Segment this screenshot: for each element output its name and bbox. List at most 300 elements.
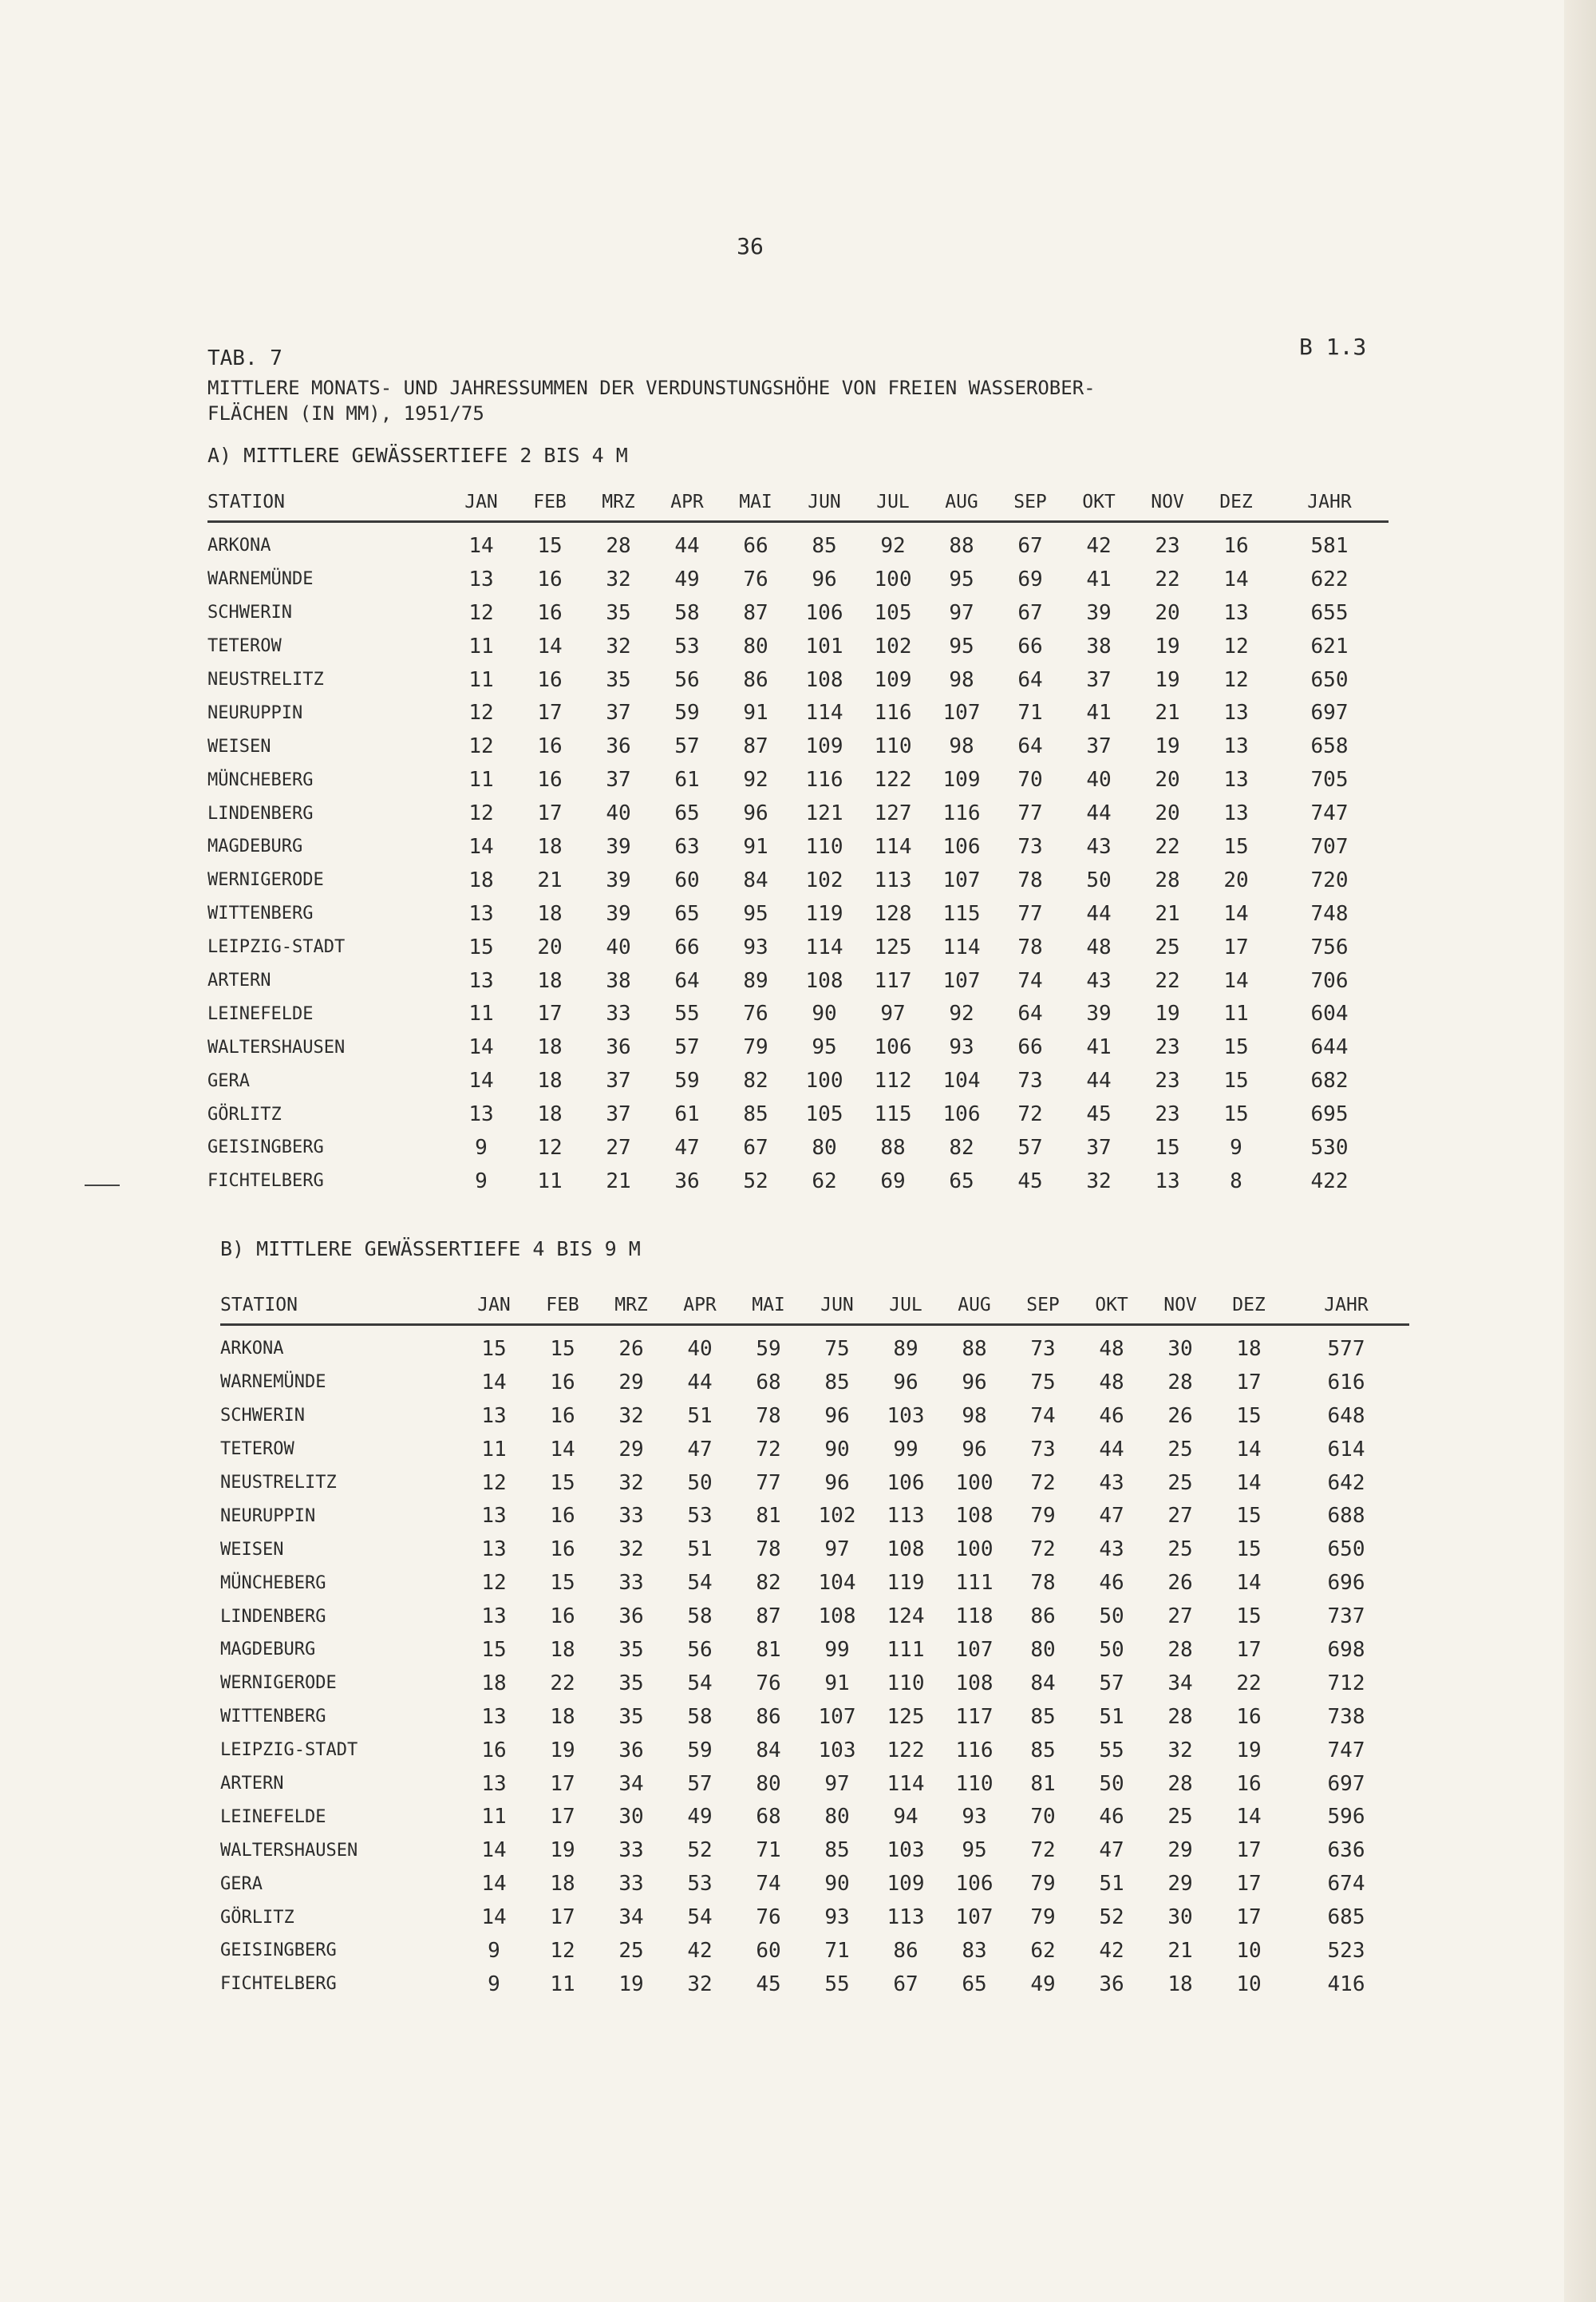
month-value-dez: 15 bbox=[1236, 1537, 1262, 1562]
month-value-mrz: 37 bbox=[606, 701, 631, 726]
month-value-jul: 125 bbox=[887, 1704, 925, 1729]
month-value-mrz: 30 bbox=[618, 1805, 644, 1829]
table-row bbox=[207, 522, 1389, 563]
month-value-jan: 14 bbox=[468, 834, 494, 859]
month-value-mai: 72 bbox=[756, 1437, 781, 1461]
month-value-mai: 76 bbox=[756, 1671, 781, 1695]
month-value-jun: 96 bbox=[824, 1470, 850, 1495]
month-value-okt: 42 bbox=[1086, 533, 1112, 558]
month-value-dez: 10 bbox=[1236, 1972, 1262, 1996]
page-edge bbox=[1564, 0, 1596, 2302]
month-value-apr: 58 bbox=[687, 1604, 713, 1629]
table-row bbox=[220, 1533, 1409, 1566]
month-value-nov: 13 bbox=[1155, 1169, 1180, 1193]
month-value-okt: 46 bbox=[1099, 1403, 1124, 1428]
year-total: 523 bbox=[1327, 1938, 1365, 1963]
month-value-aug: 100 bbox=[955, 1470, 994, 1495]
month-value-aug: 65 bbox=[962, 1972, 987, 1996]
month-value-aug: 96 bbox=[962, 1370, 987, 1394]
month-value-nov: 25 bbox=[1167, 1805, 1193, 1829]
month-value-jul: 67 bbox=[893, 1972, 918, 1996]
month-value-okt: 45 bbox=[1086, 1102, 1112, 1127]
month-value-jul: 110 bbox=[887, 1671, 925, 1695]
year-total: 596 bbox=[1327, 1805, 1365, 1829]
month-value-dez: 12 bbox=[1223, 634, 1249, 659]
month-value-dez: 8 bbox=[1230, 1169, 1242, 1193]
month-value-dez: 17 bbox=[1236, 1872, 1262, 1897]
station-name: GEISINGBERG bbox=[220, 1940, 337, 1961]
month-value-mrz: 39 bbox=[606, 834, 631, 859]
month-value-feb: 17 bbox=[537, 701, 563, 726]
month-value-mrz: 35 bbox=[606, 600, 631, 625]
year-total: 416 bbox=[1327, 1972, 1365, 1996]
month-value-dez: 13 bbox=[1223, 768, 1249, 793]
month-value-nov: 22 bbox=[1155, 968, 1180, 993]
month-value-sep: 78 bbox=[1030, 1571, 1056, 1596]
column-header-station: STATION bbox=[220, 1287, 460, 1325]
month-value-jun: 95 bbox=[812, 1035, 837, 1060]
month-value-okt: 52 bbox=[1099, 1905, 1124, 1930]
column-header-jahr: JAHR bbox=[1270, 484, 1389, 522]
month-value-feb: 18 bbox=[550, 1872, 575, 1897]
month-value-jan: 15 bbox=[481, 1637, 507, 1662]
column-header-aug: AUG bbox=[927, 484, 996, 522]
month-value-feb: 18 bbox=[537, 834, 563, 859]
month-value-nov: 22 bbox=[1155, 834, 1180, 859]
month-value-jul: 103 bbox=[887, 1403, 925, 1428]
month-value-okt: 32 bbox=[1086, 1169, 1112, 1193]
month-value-mai: 87 bbox=[743, 600, 768, 625]
month-value-apr: 49 bbox=[674, 567, 700, 591]
station-name: GÖRLITZ bbox=[207, 1104, 282, 1125]
month-value-nov: 19 bbox=[1155, 667, 1180, 692]
year-total: 682 bbox=[1310, 1069, 1349, 1094]
month-value-apr: 64 bbox=[674, 968, 700, 993]
month-value-feb: 16 bbox=[550, 1504, 575, 1529]
month-value-feb: 11 bbox=[550, 1972, 575, 1996]
month-value-sep: 66 bbox=[1017, 1035, 1043, 1060]
table-row bbox=[220, 1633, 1409, 1667]
month-value-apr: 57 bbox=[674, 1035, 700, 1060]
month-value-okt: 37 bbox=[1086, 734, 1112, 759]
month-value-nov: 20 bbox=[1155, 768, 1180, 793]
month-value-feb: 17 bbox=[537, 1002, 563, 1026]
column-header-sep: SEP bbox=[996, 484, 1065, 522]
station-name: FICHTELBERG bbox=[220, 1974, 337, 1995]
station-name: WARNEMÜNDE bbox=[220, 1372, 326, 1393]
month-value-mrz: 35 bbox=[618, 1704, 644, 1729]
column-header-dez: DEZ bbox=[1202, 484, 1270, 522]
column-header-aug: AUG bbox=[940, 1287, 1009, 1325]
month-value-apr: 61 bbox=[674, 768, 700, 793]
month-value-nov: 34 bbox=[1167, 1671, 1193, 1695]
month-value-sep: 74 bbox=[1017, 968, 1043, 993]
month-value-feb: 17 bbox=[550, 1805, 575, 1829]
month-value-apr: 54 bbox=[687, 1671, 713, 1695]
month-value-dez: 14 bbox=[1223, 901, 1249, 926]
month-value-jul: 122 bbox=[887, 1738, 925, 1762]
month-value-apr: 32 bbox=[687, 1972, 713, 1996]
year-total: 644 bbox=[1310, 1035, 1349, 1060]
month-value-jun: 55 bbox=[824, 1972, 850, 1996]
month-value-mrz: 36 bbox=[606, 734, 631, 759]
month-value-jan: 13 bbox=[481, 1604, 507, 1629]
month-value-nov: 23 bbox=[1155, 1035, 1180, 1060]
month-value-mrz: 27 bbox=[606, 1135, 631, 1160]
month-value-jun: 102 bbox=[805, 868, 843, 892]
table-row bbox=[220, 1566, 1409, 1600]
month-value-sep: 73 bbox=[1017, 834, 1043, 859]
year-total: 614 bbox=[1327, 1437, 1365, 1461]
month-value-nov: 20 bbox=[1155, 801, 1180, 826]
month-value-jun: 80 bbox=[812, 1135, 837, 1160]
month-value-jan: 9 bbox=[475, 1135, 488, 1160]
month-value-feb: 19 bbox=[550, 1738, 575, 1762]
month-value-nov: 27 bbox=[1167, 1504, 1193, 1529]
month-value-mai: 74 bbox=[756, 1872, 781, 1897]
month-value-jun: 108 bbox=[818, 1604, 856, 1629]
year-total: 747 bbox=[1327, 1738, 1365, 1762]
column-header-mai: MAI bbox=[721, 484, 790, 522]
month-value-jul: 116 bbox=[874, 701, 912, 726]
month-value-mrz: 32 bbox=[606, 634, 631, 659]
month-value-mai: 92 bbox=[743, 768, 768, 793]
month-value-nov: 30 bbox=[1167, 1336, 1193, 1361]
month-value-dez: 22 bbox=[1236, 1671, 1262, 1695]
month-value-jun: 97 bbox=[824, 1537, 850, 1562]
month-value-apr: 58 bbox=[687, 1704, 713, 1729]
month-value-okt: 50 bbox=[1099, 1771, 1124, 1796]
station-name: WITTENBERG bbox=[207, 904, 314, 924]
month-value-sep: 45 bbox=[1017, 1169, 1043, 1193]
month-value-nov: 19 bbox=[1155, 734, 1180, 759]
month-value-apr: 56 bbox=[674, 667, 700, 692]
month-value-feb: 11 bbox=[537, 1169, 563, 1193]
month-value-jan: 18 bbox=[468, 868, 494, 892]
year-total: 688 bbox=[1327, 1504, 1365, 1529]
month-value-apr: 66 bbox=[674, 935, 700, 959]
month-value-aug: 95 bbox=[962, 1838, 987, 1863]
month-value-feb: 16 bbox=[537, 768, 563, 793]
month-value-nov: 29 bbox=[1167, 1838, 1193, 1863]
month-value-dez: 16 bbox=[1236, 1771, 1262, 1796]
station-name: MAGDEBURG bbox=[207, 837, 303, 857]
year-total: 648 bbox=[1327, 1403, 1365, 1428]
month-value-mai: 86 bbox=[743, 667, 768, 692]
month-value-sep: 49 bbox=[1030, 1972, 1056, 1996]
year-total: 650 bbox=[1327, 1537, 1365, 1562]
month-value-jan: 14 bbox=[468, 1035, 494, 1060]
month-value-jan: 12 bbox=[468, 734, 494, 759]
year-total: 658 bbox=[1310, 734, 1349, 759]
table-row bbox=[207, 1098, 1389, 1131]
month-value-feb: 16 bbox=[550, 1403, 575, 1428]
month-value-mrz: 33 bbox=[606, 1002, 631, 1026]
month-value-jul: 103 bbox=[887, 1838, 925, 1863]
month-value-sep: 84 bbox=[1030, 1671, 1056, 1695]
month-value-apr: 51 bbox=[687, 1537, 713, 1562]
table-row bbox=[220, 1968, 1409, 2001]
month-value-feb: 15 bbox=[537, 533, 563, 558]
station-name: TETEROW bbox=[220, 1439, 294, 1460]
month-value-jan: 14 bbox=[481, 1838, 507, 1863]
station-name: LEINEFELDE bbox=[220, 1806, 326, 1827]
month-value-jan: 13 bbox=[481, 1704, 507, 1729]
month-value-apr: 59 bbox=[674, 701, 700, 726]
month-value-mai: 79 bbox=[743, 1035, 768, 1060]
month-value-jan: 9 bbox=[488, 1972, 500, 1996]
month-value-jun: 103 bbox=[818, 1738, 856, 1762]
month-value-jul: 92 bbox=[880, 533, 906, 558]
year-total: 636 bbox=[1327, 1838, 1365, 1863]
month-value-sep: 70 bbox=[1017, 768, 1043, 793]
month-value-jun: 104 bbox=[818, 1571, 856, 1596]
month-value-sep: 71 bbox=[1017, 701, 1043, 726]
station-name: ARTERN bbox=[220, 1774, 284, 1794]
month-value-jul: 124 bbox=[887, 1604, 925, 1629]
table-row bbox=[220, 1767, 1409, 1801]
month-value-jan: 11 bbox=[468, 768, 494, 793]
table-row bbox=[207, 663, 1389, 697]
month-value-jan: 11 bbox=[468, 667, 494, 692]
month-value-aug: 104 bbox=[942, 1069, 981, 1094]
month-value-aug: 114 bbox=[942, 935, 981, 959]
month-value-mrz: 33 bbox=[618, 1872, 644, 1897]
year-total: 621 bbox=[1310, 634, 1349, 659]
column-header-jul: JUL bbox=[871, 1287, 940, 1325]
station-name: FICHTELBERG bbox=[207, 1171, 324, 1192]
month-value-jul: 127 bbox=[874, 801, 912, 826]
station-name: ARKONA bbox=[207, 536, 271, 556]
month-value-okt: 41 bbox=[1086, 1035, 1112, 1060]
month-value-apr: 36 bbox=[674, 1169, 700, 1193]
month-value-sep: 80 bbox=[1030, 1637, 1056, 1662]
month-value-dez: 13 bbox=[1223, 801, 1249, 826]
column-header-feb: FEB bbox=[528, 1287, 597, 1325]
month-value-jul: 110 bbox=[874, 734, 912, 759]
month-value-dez: 13 bbox=[1223, 701, 1249, 726]
month-value-sep: 73 bbox=[1030, 1336, 1056, 1361]
section-a-title: A) MITTLERE GEWÄSSERTIEFE 2 BIS 4 M bbox=[207, 444, 628, 467]
month-value-okt: 46 bbox=[1099, 1805, 1124, 1829]
month-value-aug: 93 bbox=[962, 1805, 987, 1829]
station-name: NEURUPPIN bbox=[207, 702, 303, 723]
month-value-mrz: 36 bbox=[618, 1738, 644, 1762]
month-value-jul: 115 bbox=[874, 1102, 912, 1127]
column-header-nov: NOV bbox=[1133, 484, 1202, 522]
month-value-aug: 110 bbox=[955, 1771, 994, 1796]
month-value-aug: 108 bbox=[955, 1671, 994, 1695]
month-value-feb: 17 bbox=[537, 801, 563, 826]
month-value-jan: 15 bbox=[468, 935, 494, 959]
year-total: 581 bbox=[1310, 533, 1349, 558]
year-total: 697 bbox=[1310, 701, 1349, 726]
station-name: MÜNCHEBERG bbox=[220, 1572, 326, 1593]
month-value-jan: 14 bbox=[481, 1370, 507, 1394]
month-value-dez: 14 bbox=[1236, 1571, 1262, 1596]
month-value-feb: 14 bbox=[550, 1437, 575, 1461]
month-value-nov: 28 bbox=[1167, 1771, 1193, 1796]
month-value-apr: 59 bbox=[674, 1069, 700, 1094]
month-value-jul: 109 bbox=[887, 1872, 925, 1897]
month-value-feb: 15 bbox=[550, 1336, 575, 1361]
column-header-apr: APR bbox=[653, 484, 721, 522]
month-value-dez: 14 bbox=[1236, 1470, 1262, 1495]
month-value-okt: 43 bbox=[1086, 968, 1112, 993]
table-row bbox=[220, 1800, 1409, 1833]
month-value-okt: 36 bbox=[1099, 1972, 1124, 1996]
month-value-jul: 114 bbox=[887, 1771, 925, 1796]
year-total: 748 bbox=[1310, 901, 1349, 926]
month-value-jun: 90 bbox=[824, 1872, 850, 1897]
month-value-dez: 14 bbox=[1236, 1805, 1262, 1829]
month-value-mai: 78 bbox=[756, 1403, 781, 1428]
month-value-apr: 63 bbox=[674, 834, 700, 859]
month-value-feb: 16 bbox=[537, 567, 563, 591]
station-name: LEINEFELDE bbox=[207, 1003, 314, 1024]
column-header-mrz: MRZ bbox=[584, 484, 653, 522]
table-row bbox=[220, 1466, 1409, 1500]
month-value-feb: 16 bbox=[537, 667, 563, 692]
month-value-sep: 85 bbox=[1030, 1704, 1056, 1729]
month-value-jul: 88 bbox=[880, 1135, 906, 1160]
column-header-jun: JUN bbox=[803, 1287, 871, 1325]
month-value-jun: 90 bbox=[812, 1002, 837, 1026]
month-value-mai: 81 bbox=[756, 1637, 781, 1662]
table-row bbox=[207, 864, 1389, 897]
month-value-aug: 107 bbox=[955, 1637, 994, 1662]
month-value-mai: 77 bbox=[756, 1470, 781, 1495]
month-value-dez: 15 bbox=[1223, 1069, 1249, 1094]
month-value-dez: 19 bbox=[1236, 1738, 1262, 1762]
page-number: 36 bbox=[737, 233, 764, 259]
month-value-jan: 12 bbox=[481, 1571, 507, 1596]
year-total: 756 bbox=[1310, 935, 1349, 959]
month-value-mai: 80 bbox=[743, 634, 768, 659]
month-value-aug: 107 bbox=[942, 968, 981, 993]
month-value-nov: 19 bbox=[1155, 634, 1180, 659]
month-value-mrz: 29 bbox=[618, 1437, 644, 1461]
year-total: 705 bbox=[1310, 768, 1349, 793]
month-value-okt: 47 bbox=[1099, 1504, 1124, 1529]
month-value-mrz: 19 bbox=[618, 1972, 644, 1996]
month-value-jun: 85 bbox=[824, 1838, 850, 1863]
month-value-dez: 14 bbox=[1223, 968, 1249, 993]
month-value-jul: 97 bbox=[880, 1002, 906, 1026]
table-row bbox=[207, 596, 1389, 630]
month-value-jun: 100 bbox=[805, 1069, 843, 1094]
month-value-feb: 18 bbox=[537, 968, 563, 993]
month-value-aug: 96 bbox=[962, 1437, 987, 1461]
month-value-jan: 9 bbox=[488, 1938, 500, 1963]
month-value-nov: 30 bbox=[1167, 1905, 1193, 1930]
year-total: 707 bbox=[1310, 834, 1349, 859]
station-name: ARKONA bbox=[220, 1339, 284, 1359]
table-row bbox=[207, 1064, 1389, 1098]
year-total: 738 bbox=[1327, 1704, 1365, 1729]
month-value-apr: 65 bbox=[674, 901, 700, 926]
table-row bbox=[207, 696, 1389, 730]
month-value-jan: 14 bbox=[481, 1872, 507, 1897]
month-value-nov: 28 bbox=[1155, 868, 1180, 892]
station-name: TETEROW bbox=[207, 636, 282, 657]
month-value-dez: 13 bbox=[1223, 734, 1249, 759]
month-value-jan: 13 bbox=[481, 1537, 507, 1562]
month-value-nov: 21 bbox=[1167, 1938, 1193, 1963]
month-value-sep: 79 bbox=[1030, 1504, 1056, 1529]
year-total: 655 bbox=[1310, 600, 1349, 625]
year-total: 577 bbox=[1327, 1336, 1365, 1361]
month-value-jun: 80 bbox=[824, 1805, 850, 1829]
month-value-jul: 113 bbox=[887, 1905, 925, 1930]
section-b-title: B) MITTLERE GEWÄSSERTIEFE 4 BIS 9 M bbox=[220, 1237, 641, 1260]
station-name: WALTERSHAUSEN bbox=[220, 1840, 358, 1861]
month-value-mrz: 37 bbox=[606, 768, 631, 793]
month-value-okt: 51 bbox=[1099, 1704, 1124, 1729]
month-value-jun: 108 bbox=[805, 968, 843, 993]
table-row bbox=[220, 1934, 1409, 1968]
month-value-okt: 51 bbox=[1099, 1872, 1124, 1897]
month-value-mrz: 32 bbox=[606, 567, 631, 591]
month-value-okt: 55 bbox=[1099, 1738, 1124, 1762]
month-value-mai: 87 bbox=[756, 1604, 781, 1629]
year-total: 616 bbox=[1327, 1370, 1365, 1394]
month-value-okt: 50 bbox=[1086, 868, 1112, 892]
month-value-aug: 98 bbox=[949, 667, 974, 692]
month-value-jan: 11 bbox=[468, 634, 494, 659]
month-value-jan: 18 bbox=[481, 1671, 507, 1695]
table-row bbox=[220, 1600, 1409, 1633]
month-value-mrz: 39 bbox=[606, 901, 631, 926]
month-value-mai: 84 bbox=[756, 1738, 781, 1762]
month-value-jun: 105 bbox=[805, 1102, 843, 1127]
month-value-jan: 13 bbox=[468, 968, 494, 993]
month-value-jun: 114 bbox=[805, 701, 843, 726]
month-value-aug: 83 bbox=[962, 1938, 987, 1963]
month-value-jan: 12 bbox=[468, 600, 494, 625]
month-value-feb: 18 bbox=[537, 901, 563, 926]
month-value-jan: 15 bbox=[481, 1336, 507, 1361]
month-value-aug: 88 bbox=[949, 533, 974, 558]
month-value-apr: 40 bbox=[687, 1336, 713, 1361]
month-value-aug: 95 bbox=[949, 634, 974, 659]
year-total: 698 bbox=[1327, 1637, 1365, 1662]
month-value-dez: 16 bbox=[1236, 1704, 1262, 1729]
month-value-feb: 12 bbox=[537, 1135, 563, 1160]
month-value-aug: 106 bbox=[942, 834, 981, 859]
month-value-feb: 16 bbox=[537, 600, 563, 625]
month-value-feb: 15 bbox=[550, 1571, 575, 1596]
year-total: 712 bbox=[1327, 1671, 1365, 1695]
month-value-jun: 62 bbox=[812, 1169, 837, 1193]
month-value-apr: 61 bbox=[674, 1102, 700, 1127]
month-value-sep: 77 bbox=[1017, 801, 1043, 826]
month-value-jan: 11 bbox=[468, 1002, 494, 1026]
month-value-mai: 89 bbox=[743, 968, 768, 993]
month-value-sep: 66 bbox=[1017, 634, 1043, 659]
month-value-aug: 107 bbox=[942, 701, 981, 726]
station-name: LEIPZIG-STADT bbox=[220, 1740, 358, 1761]
month-value-dez: 13 bbox=[1223, 600, 1249, 625]
table-row bbox=[220, 1867, 1409, 1901]
month-value-mai: 91 bbox=[743, 834, 768, 859]
month-value-jul: 86 bbox=[893, 1938, 918, 1963]
month-value-feb: 15 bbox=[550, 1470, 575, 1495]
month-value-feb: 18 bbox=[537, 1102, 563, 1127]
month-value-jun: 109 bbox=[805, 734, 843, 759]
column-header-jan: JAN bbox=[460, 1287, 528, 1325]
month-value-aug: 95 bbox=[949, 567, 974, 591]
